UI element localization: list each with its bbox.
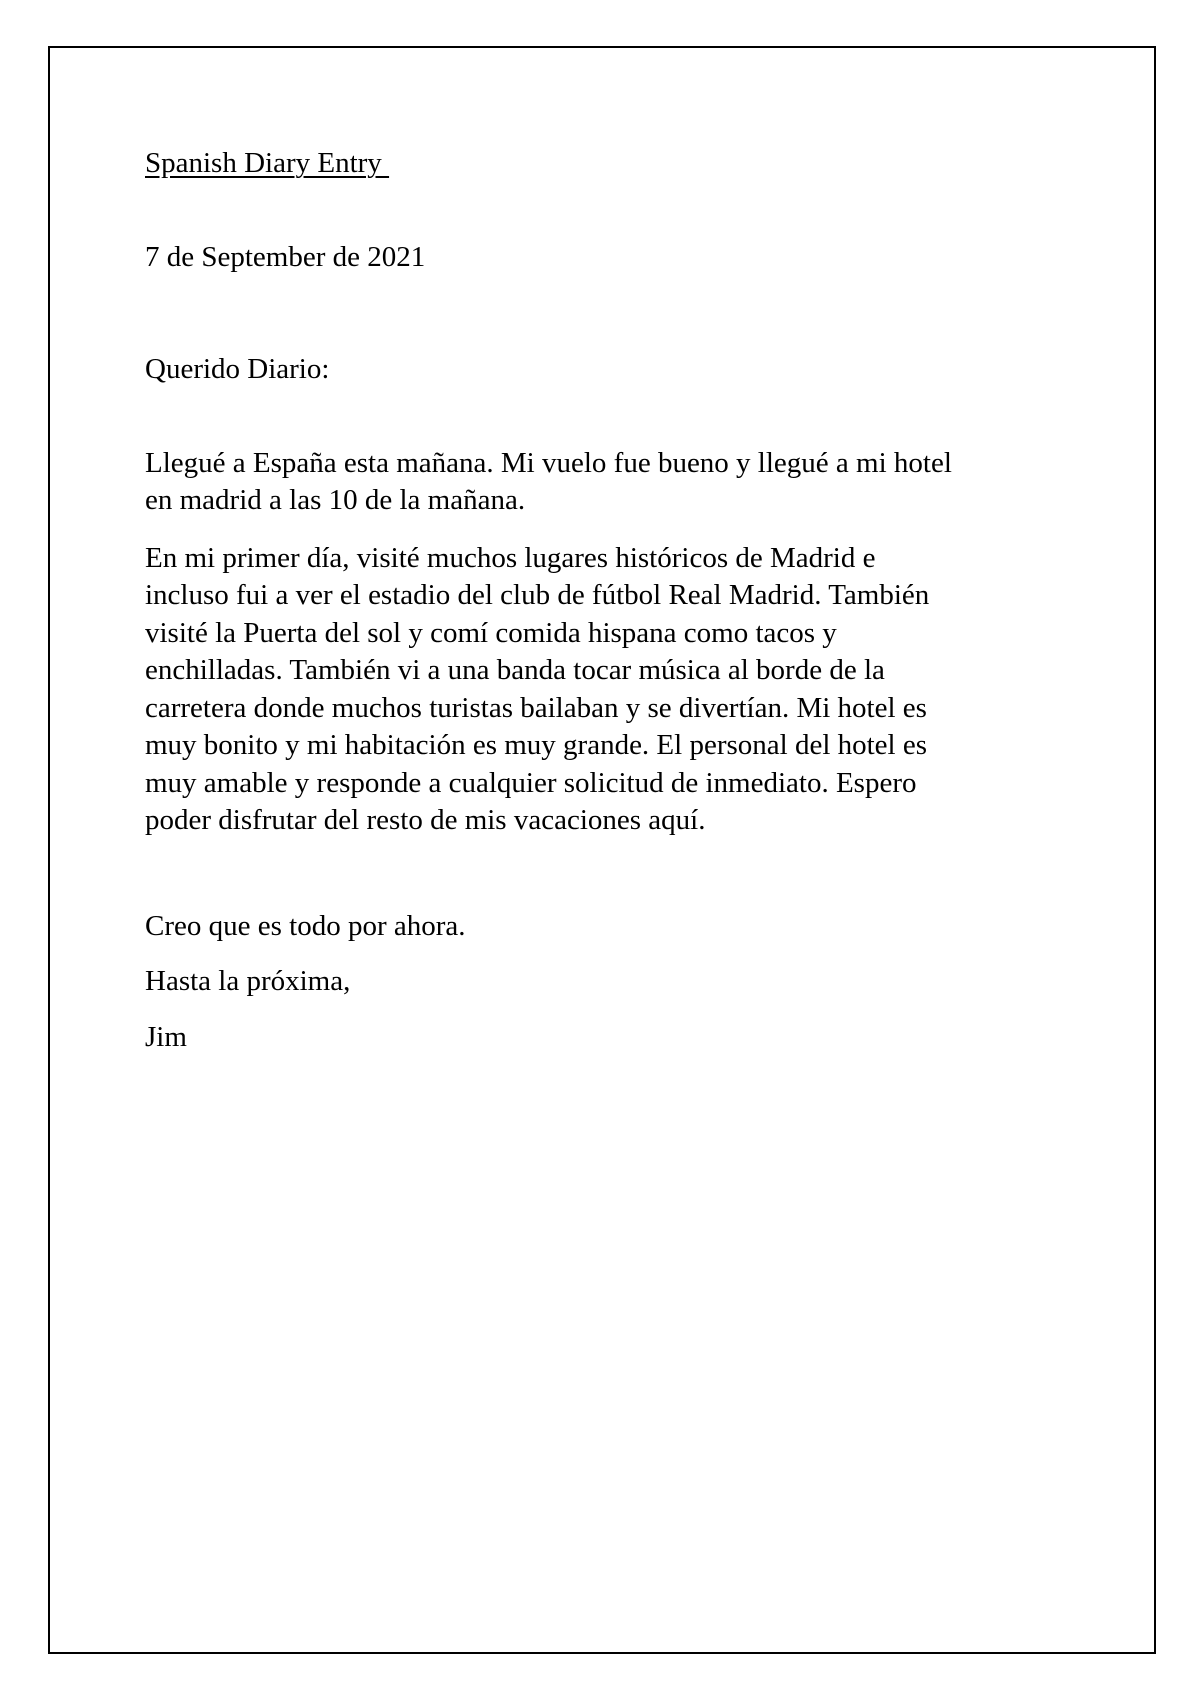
paragraph-line: muy bonito y mi habitación es muy grande. El personal del hotel es <box>145 729 928 761</box>
paragraph-line: carretera donde muchos turistas bailaban y se divertían. Mi hotel es <box>145 691 927 724</box>
paragraph-line: Llegué a España esta mañana. Mi vuelo fue bueno y llegué a mi hotel <box>145 446 952 479</box>
paragraph-line: enchilladas. También vi a una banda tocar música al borde de la <box>145 654 885 686</box>
document-title: Spanish Diary Entry <box>145 147 390 179</box>
signature: Jim <box>145 1020 187 1053</box>
signoff: Hasta la próxima, <box>145 965 351 997</box>
paragraph-arrival <box>145 445 1065 520</box>
paragraph-line: en madrid a las 10 de la mañana. <box>145 484 526 516</box>
paragraph-line: visité la Puerta del sol y comí comida hispana como tacos y <box>145 616 837 649</box>
document-body <box>145 145 1065 1056</box>
entry-date: 7 de September de 2021 <box>145 240 426 273</box>
paragraph-line: incluso fui a ver el estadio del club de fútbol Real Madrid. También <box>145 579 930 611</box>
paragraph-line: En mi primer día, visité muchos lugares históricos de Madrid e <box>145 541 876 574</box>
closing-line: Creo que es todo por ahora. <box>145 909 466 942</box>
paragraph-first-day <box>145 540 1065 840</box>
paragraph-line: poder disfrutar del resto de mis vacaciones aquí. <box>145 804 706 836</box>
greeting: Querido Diario: <box>145 353 330 385</box>
paragraph-line: muy amable y responde a cualquier solicitud de inmediato. Espero <box>145 766 917 799</box>
